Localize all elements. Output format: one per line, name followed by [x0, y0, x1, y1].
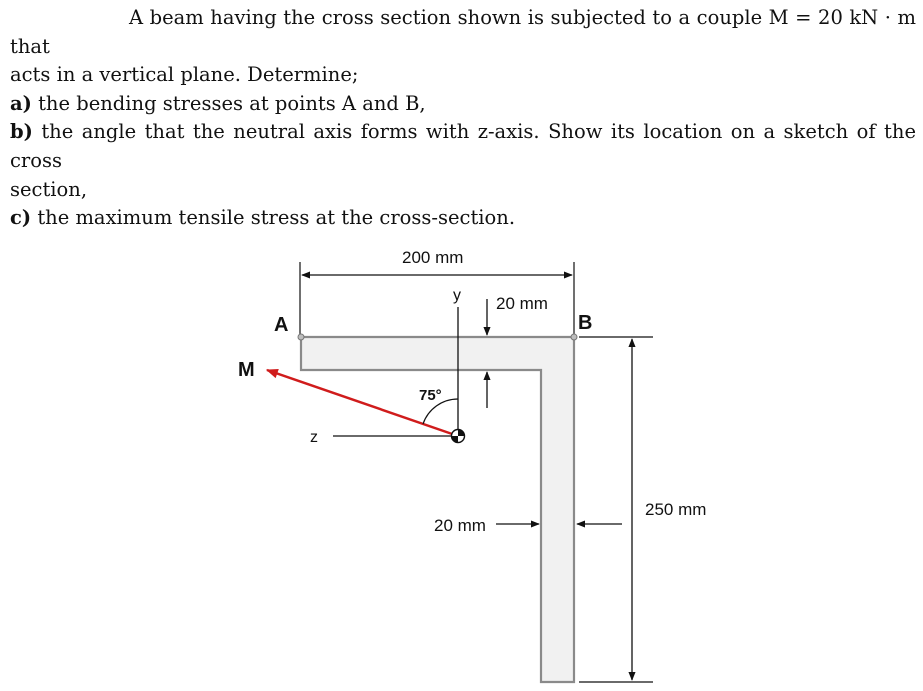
centroid-icon	[452, 430, 465, 443]
part-c-label: c)	[10, 206, 32, 230]
part-a-label: a)	[10, 91, 32, 115]
point-a-label: A	[274, 314, 289, 336]
part-a-text: the bending stresses at points A and B,	[38, 91, 426, 115]
moment-label: M	[238, 359, 255, 381]
height-dimension-label: 250 mm	[645, 500, 707, 519]
part-b-text-line2: section,	[10, 177, 88, 201]
problem-intro-line2: acts in a vertical plane. Determine;	[10, 63, 359, 87]
angle-label: 75°	[419, 387, 442, 404]
part-b-text-line1: the angle that the neutral axis forms with z-axis. Show its location on a sketch of the cross	[10, 120, 916, 172]
web-dimension-label: 20 mm	[434, 516, 486, 535]
y-axis-label: y	[453, 287, 461, 304]
width-dimension-label: 200 mm	[402, 248, 464, 267]
point-a-marker	[298, 334, 304, 340]
part-c-text: the maximum tensile stress at the cross-section.	[37, 206, 516, 230]
z-axis-label: z	[310, 429, 318, 446]
point-b-marker	[571, 334, 577, 340]
flange-dimension-label: 20 mm	[496, 294, 548, 313]
problem-intro-line1: A beam having the cross section shown is subjected to a couple M = 20 kN · m that	[10, 6, 916, 58]
point-b-label: B	[578, 312, 593, 334]
part-b-label: b)	[10, 120, 33, 144]
